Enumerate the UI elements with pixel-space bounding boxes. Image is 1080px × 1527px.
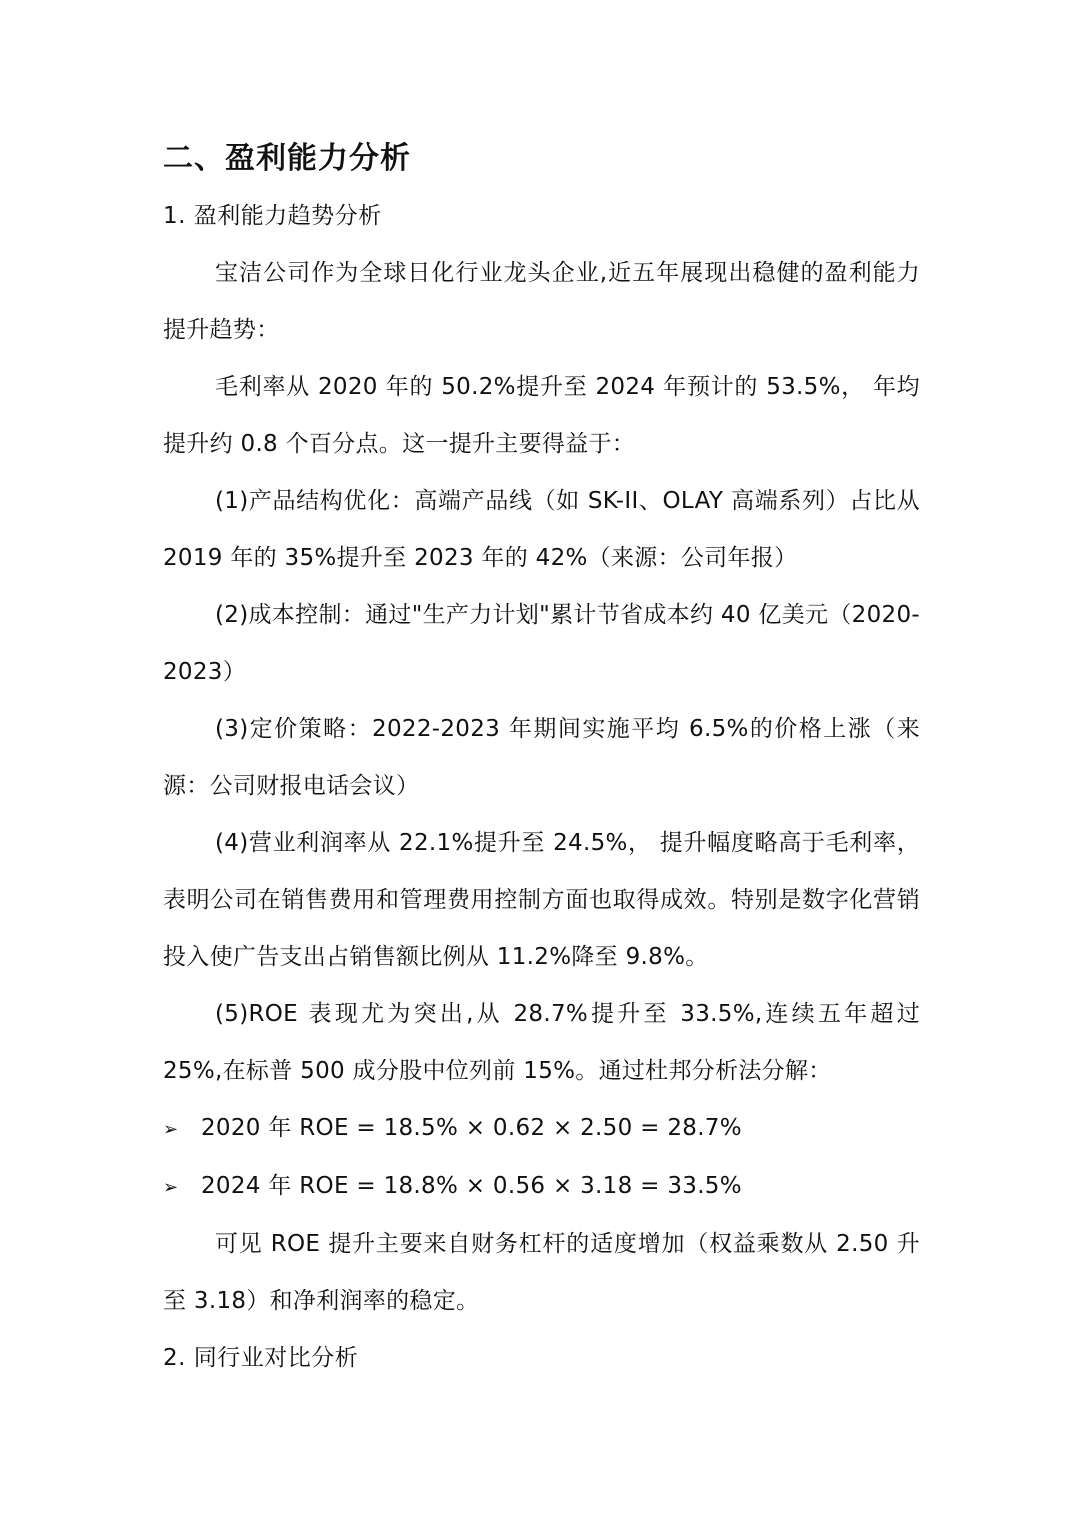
roe-2020-formula: 2020 年 ROE = 18.5% × 0.62 × 2.50 = 28.7% (201, 1115, 742, 1141)
paragraph-operating-margin: (4)营业利润率从 22.1%提升至 24.5%， 提升幅度略高于毛利率，表明公司在销售费用和管理费用控制方面也取得成效。特别是数字化营销投入使广告支出占销售额比例从 11.2%降至 9.8%。 (163, 830, 920, 970)
paragraph-conclusion: 可见 ROE 提升主要来自财务杠杆的适度增加（权益乘数从 2.50 升至 3.18）和净利润率的稳定。 (163, 1231, 920, 1314)
paragraph-gross-margin: 毛利率从 2020 年的 50.2%提升至 2024 年预计的 53.5%， 年均提升约 0.8 个百分点。这一提升主要得益于： (163, 374, 920, 457)
list-item (163, 1158, 920, 1216)
subsection-title-trend: 1. 盈利能力趋势分析 (163, 203, 382, 229)
paragraph-product-structure: (1)产品结构优化：高端产品线（如 SK-II、OLAY 高端系列）占比从 2019 年的 35%提升至 2023 年的 42%（来源：公司年报） (163, 488, 920, 571)
paragraph-pricing: (3)定价策略：2022-2023 年期间实施平均 6.5%的价格上涨（来源：公司财报电话会议） (163, 716, 920, 799)
arrow-bullet-icon: ➢ (163, 1177, 179, 1198)
subsection-title-peer: 2. 同行业对比分析 (163, 1345, 359, 1371)
section-title: 二、盈利能力分析 (163, 141, 411, 176)
paragraph-roe: (5)ROE 表现尤为突出,从 28.7%提升至 33.5%,连续五年超过 25%,在标普 500 成分股中位列前 15%。通过杜邦分析法分解： (163, 1001, 920, 1084)
list-item (163, 1100, 920, 1158)
arrow-bullet-icon: ➢ (163, 1119, 179, 1140)
document-page (163, 130, 920, 1387)
roe-2024-formula: 2024 年 ROE = 18.8% × 0.56 × 3.18 = 33.5% (201, 1173, 742, 1199)
paragraph-cost-control: (2)成本控制：通过"生产力计划"累计节省成本约 40 亿美元（2020-2023） (163, 602, 920, 685)
paragraph-intro: 宝洁公司作为全球日化行业龙头企业,近五年展现出稳健的盈利能力提升趋势： (163, 260, 920, 343)
